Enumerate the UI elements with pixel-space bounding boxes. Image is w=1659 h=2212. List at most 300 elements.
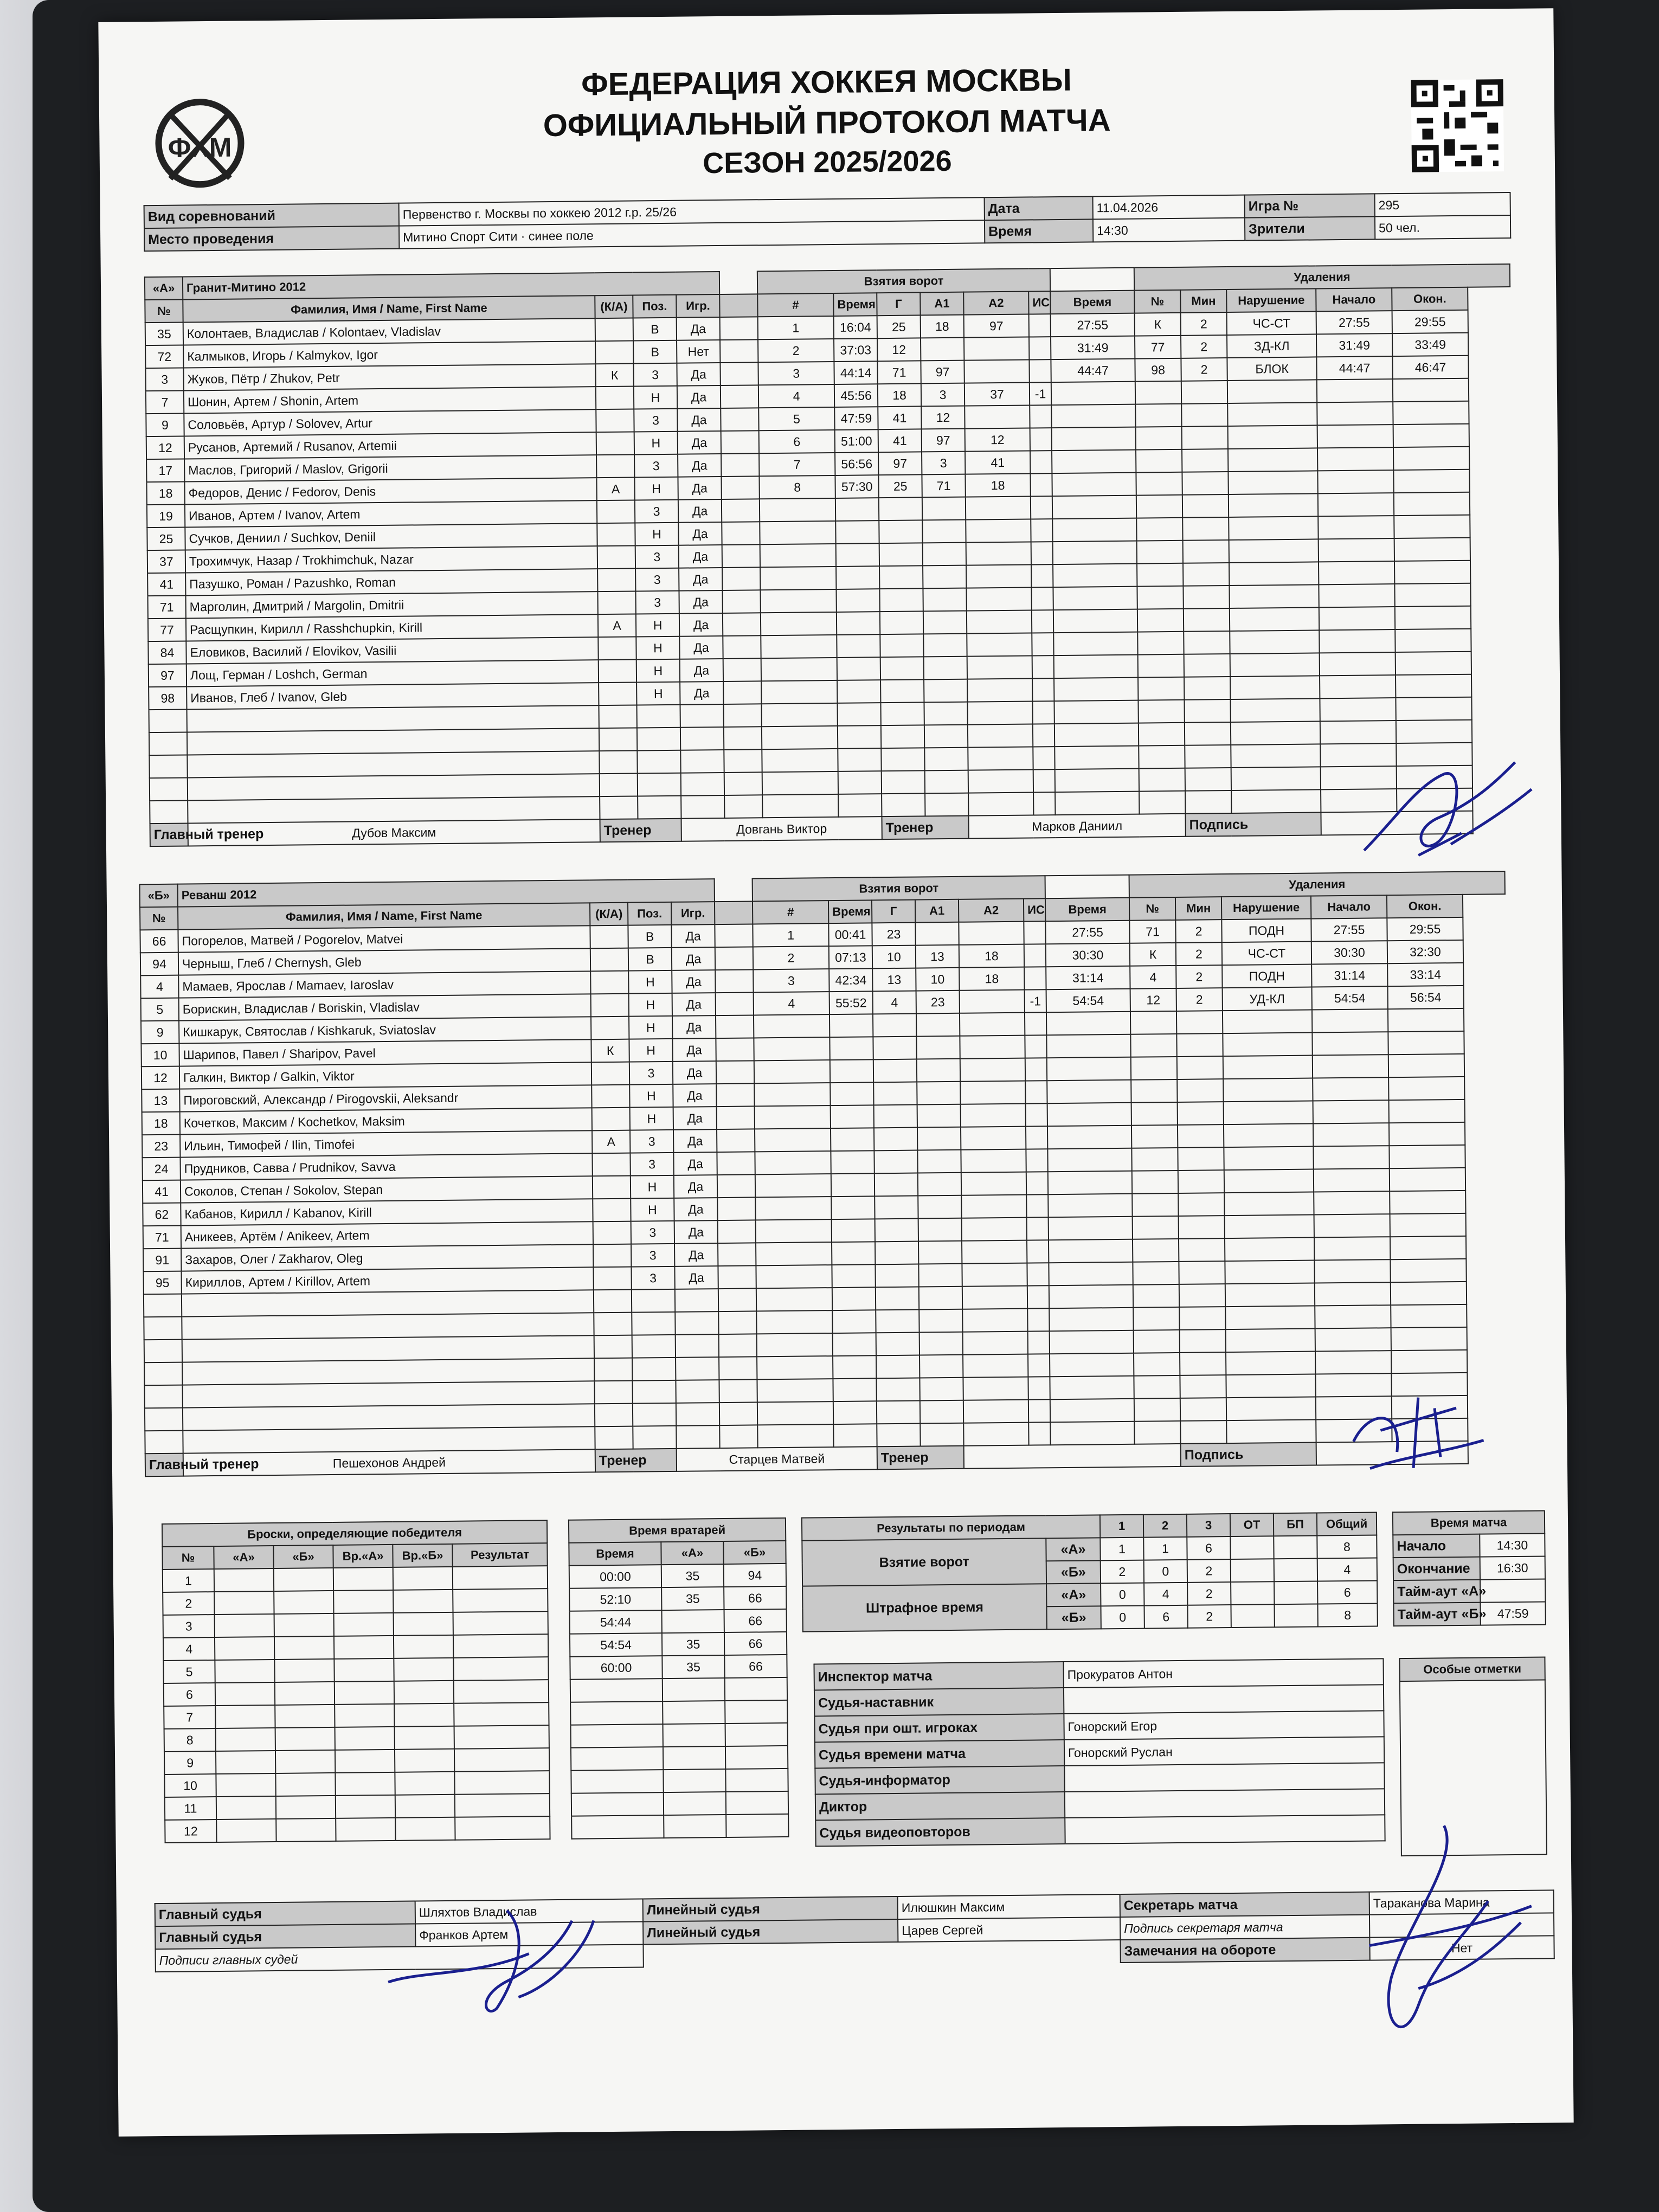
player-cell: 3: [635, 568, 679, 591]
penalty-cell: [1053, 632, 1137, 655]
penalty-cell: [1047, 1057, 1131, 1081]
goal-cell: [880, 657, 924, 680]
penalty-cell: [1315, 1328, 1391, 1351]
period-cell: [1231, 1604, 1274, 1628]
col-p_num: №: [1134, 290, 1180, 313]
goal-cell: [1031, 519, 1052, 542]
player-cell: В: [633, 318, 677, 341]
period-cell: 2: [1101, 1560, 1144, 1584]
goalie-cell: [663, 1746, 725, 1770]
penalty-cell: [1182, 426, 1228, 449]
penalty-cell: [1230, 653, 1320, 677]
penalty-cell: [1050, 1330, 1134, 1354]
player-cell: [188, 774, 600, 800]
coach-name-1: Старцев Матвей: [677, 1446, 877, 1471]
goal-cell: 97: [922, 429, 965, 452]
period-results-table: [801, 1512, 1378, 1632]
penalty-cell: ЗД-КЛ: [1227, 334, 1316, 358]
goal-cell: 1: [758, 316, 834, 339]
penalty-cell: [1049, 1239, 1133, 1263]
main-referee-2: Франков Артем: [415, 1921, 643, 1946]
venue-label: Место проведения: [144, 226, 399, 252]
penalty-cell: 33:14: [1387, 963, 1463, 986]
goal-cell: [837, 680, 880, 703]
goal-cell: [1031, 542, 1053, 564]
player-cell: [632, 1358, 676, 1381]
col-g_time: Время: [828, 900, 872, 923]
player-cell: Да: [672, 970, 715, 993]
goal-cell: [832, 1242, 875, 1265]
penalty-cell: 27:55: [1051, 313, 1135, 337]
period-title: Результаты по периодам: [802, 1515, 1100, 1540]
penalty-cell: [1137, 609, 1184, 632]
federation-title: ФЕДЕРАЦИЯ ХОККЕЯ МОСКВЫ: [581, 62, 1072, 102]
penalty-cell: [1179, 1261, 1225, 1284]
goal-cell: [837, 634, 880, 658]
match-info-table: [144, 192, 1512, 252]
season-title: СЕЗОН 2025/2026: [702, 144, 952, 180]
goal-cell: [831, 1150, 874, 1174]
goalie-cell: 35: [662, 1655, 724, 1679]
table-row: [165, 1793, 550, 1820]
goal-cell: [833, 1401, 877, 1424]
player-cell: Пироговский, Александр / Pirogovskii, Aleksandr: [179, 1085, 591, 1111]
penalty-cell: [1313, 1146, 1389, 1169]
goal-cell: [967, 678, 1032, 702]
penalty-cell: [1314, 1168, 1390, 1192]
penalty-cell: [1317, 379, 1393, 402]
player-cell: 3: [634, 409, 677, 432]
goal-cell: 51:00: [835, 429, 878, 453]
goal-cell: [962, 1286, 1027, 1309]
player-cell: [187, 728, 599, 755]
goal-cell: 12: [877, 338, 921, 361]
col-a2: А2: [963, 292, 1028, 315]
player-cell: [636, 705, 680, 728]
goal-cell: 97: [921, 361, 964, 384]
penalty-cell: [1313, 1054, 1388, 1078]
goal-cell: [879, 565, 923, 589]
col-name: Фамилия, Имя / Name, First Name: [183, 295, 595, 322]
table-row: [164, 1748, 549, 1774]
player-cell: [182, 1313, 594, 1339]
penalty-cell: [1133, 1262, 1179, 1285]
head-coach-name: Пешехонов Андрей: [183, 1449, 595, 1476]
goalie-cell: [663, 1769, 725, 1792]
period-cell: 2: [1187, 1582, 1231, 1605]
period-cell: [1274, 1604, 1317, 1628]
penalty-cell: [1389, 1145, 1465, 1168]
penalty-cell: [1052, 427, 1136, 451]
goal-cell: [962, 1218, 1027, 1241]
penalty-cell: [1393, 401, 1469, 425]
official-name: [1065, 1789, 1385, 1818]
player-cell: Да: [672, 993, 716, 1016]
main-referee-1: Шляхтов Владислав: [415, 1899, 643, 1924]
goal-cell: [880, 702, 924, 725]
player-cell: Черныш, Глеб / Chernysh, Gleb: [178, 948, 590, 975]
penalty-cell: [1053, 564, 1137, 587]
penalty-cell: [1226, 1329, 1315, 1353]
goal-cell: [879, 497, 922, 520]
player-cell: Пазушко, Роман / Pazushko, Roman: [185, 569, 597, 595]
goal-cell: [757, 1333, 833, 1356]
penalty-cell: [1312, 1009, 1388, 1032]
player-cell: [599, 682, 636, 705]
player-cell: 91: [143, 1249, 181, 1272]
penalty-cell: 29:55: [1387, 917, 1463, 941]
penalty-cell: [1228, 425, 1317, 449]
penalty-cell: [1226, 1397, 1316, 1421]
goal-cell: [918, 1195, 961, 1219]
period-cell: 6: [1144, 1605, 1187, 1629]
player-cell: [638, 773, 681, 796]
col-is: ИС: [1028, 291, 1050, 314]
special-notes-title: Особые отметки: [1399, 1657, 1545, 1681]
penalty-cell: [1231, 789, 1321, 813]
penalty-cell: [1393, 378, 1469, 402]
player-cell: Да: [674, 1175, 717, 1198]
penalty-cell: [1229, 584, 1319, 608]
player-cell: [676, 1357, 719, 1380]
player-cell: 5: [141, 998, 179, 1021]
goalie-cell: [571, 1792, 664, 1816]
player-cell: Калмыков, Игорь / Kalmykov, Igor: [183, 341, 595, 368]
penalty-cell: [1137, 541, 1183, 564]
player-cell: Мамаев, Ярослав / Mamaev, Iaroslav: [178, 971, 590, 998]
goal-cell: [1029, 359, 1051, 382]
goal-cell: [962, 1240, 1027, 1264]
penalty-cell: [1182, 517, 1229, 541]
penalty-cell: [1318, 516, 1394, 539]
penalty-cell: [1396, 674, 1471, 698]
penalty-cell: [1315, 1351, 1391, 1374]
player-cell: 19: [147, 504, 185, 528]
penalty-cell: [1391, 1304, 1467, 1328]
penalty-cell: [1313, 1123, 1389, 1146]
sign-label: Подпись: [1181, 1443, 1316, 1467]
period-cell: 0: [1144, 1560, 1187, 1583]
penalty-cell: [1055, 769, 1139, 792]
goal-cell: [923, 588, 966, 612]
goal-cell: [876, 1310, 919, 1333]
goal-cell: 37:03: [834, 338, 877, 362]
penalty-cell: [1135, 404, 1181, 427]
goal-cell: [925, 793, 968, 816]
penalty-cell: [1229, 516, 1318, 540]
coach-label-1: Тренер: [595, 1449, 677, 1472]
goal-cell: 97: [964, 314, 1029, 338]
goalie-col: «Б»: [723, 1541, 786, 1564]
head-coach-label: Главный тренер: [150, 823, 188, 846]
penalty-cell: [1388, 1008, 1464, 1032]
team-b-tag: «Б»: [1046, 1606, 1101, 1629]
goal-cell: [915, 922, 959, 946]
goal-cell: [880, 679, 924, 703]
col-pos: Поз.: [628, 902, 671, 925]
goal-cell: [876, 1287, 919, 1310]
goal-cell: [963, 1400, 1028, 1423]
goal-cell: 23: [872, 923, 915, 946]
table-row: [569, 1564, 786, 1589]
goal-cell: [1032, 678, 1054, 701]
goal-cell: [877, 1401, 920, 1424]
penalty-cell: [1317, 447, 1393, 471]
penalty-cell: [1394, 492, 1470, 516]
col-g: Г: [872, 900, 915, 923]
period-cell: [1274, 1581, 1317, 1605]
goal-cell: [1025, 1012, 1046, 1035]
goal-cell: [831, 1128, 874, 1151]
player-cell: Да: [673, 1107, 717, 1130]
player-cell: 3: [631, 1244, 674, 1267]
penalty-cell: [1050, 1422, 1134, 1445]
goal-cell: [756, 1265, 832, 1288]
penalty-cell: [1180, 1375, 1226, 1398]
linesman-label-2: Линейный судья: [643, 1919, 898, 1945]
penalty-cell: 54:54: [1046, 989, 1130, 1012]
player-cell: 25: [147, 527, 185, 550]
goal-cell: [960, 1058, 1025, 1082]
goal-cell: [760, 589, 836, 613]
goal-cell: 71: [877, 361, 921, 384]
goal-cell: [880, 611, 923, 634]
period-cell: [1274, 1536, 1317, 1559]
official-role: Судья при ошт. игроках: [814, 1714, 1064, 1742]
goal-cell: [877, 1424, 920, 1447]
goal-cell: [963, 1354, 1028, 1378]
goal-cell: [923, 634, 967, 657]
player-cell: [150, 777, 188, 801]
col-g: Г: [877, 292, 920, 316]
penalty-cell: [1184, 654, 1230, 677]
penalty-cell: [1179, 1238, 1225, 1262]
player-cell: Да: [678, 431, 721, 454]
penalty-cell: [1393, 470, 1469, 493]
col-num: №: [145, 299, 183, 323]
teamA-roster-table: [144, 263, 1516, 847]
goal-cell: [917, 1150, 961, 1173]
player-cell: [182, 1335, 594, 1362]
goal-cell: [1032, 655, 1054, 678]
penalty-cell: [1178, 1147, 1224, 1171]
table-row: [570, 1655, 787, 1680]
table-row: [163, 1634, 548, 1661]
match-time-value: [1480, 1579, 1545, 1602]
team-b-tag: «Б»: [1046, 1560, 1101, 1584]
penalty-cell: [1396, 697, 1471, 721]
penalty-cell: [1184, 677, 1230, 700]
goalie-cell: [663, 1678, 725, 1701]
goal-cell: [835, 498, 879, 521]
player-cell: 84: [148, 641, 186, 664]
goal-cell: 41: [878, 406, 921, 429]
period-cell: [1231, 1559, 1274, 1582]
penalty-cell: [1224, 1192, 1314, 1216]
goal-cell: 41: [965, 451, 1030, 474]
player-cell: [599, 705, 636, 728]
player-cell: [594, 1313, 632, 1336]
official-role: Инспектор матча: [814, 1662, 1063, 1690]
penalty-cell: [1050, 1376, 1134, 1399]
goal-cell: [1031, 564, 1053, 587]
penalty-cell: [1184, 608, 1230, 632]
penalty-cell: 71: [1129, 920, 1175, 943]
goal-cell: [1027, 1285, 1049, 1308]
player-cell: 9: [146, 413, 184, 436]
goal-cell: [1028, 1399, 1050, 1422]
goal-cell: [1033, 747, 1054, 769]
goal-cell: [968, 724, 1033, 747]
game-number-value: 295: [1374, 192, 1510, 216]
goal-cell: [833, 1378, 876, 1401]
goal-cell: [961, 1172, 1026, 1195]
penalty-cell: 44:47: [1051, 359, 1135, 382]
player-cell: Да: [674, 1220, 718, 1244]
penalty-cell: 30:30: [1046, 943, 1130, 967]
player-cell: [681, 773, 724, 796]
goalie-cell: [726, 1814, 788, 1837]
player-cell: [144, 1362, 182, 1386]
time-label: Время: [985, 219, 1093, 243]
penalty-cell: [1320, 698, 1396, 721]
team-b-section: [139, 871, 1522, 1502]
table-row: [163, 1611, 548, 1638]
penalty-cell: 77: [1135, 336, 1181, 359]
time-value: 14:30: [1093, 218, 1245, 242]
penalty-cell: 44:47: [1316, 356, 1392, 380]
goalie-cell: 66: [724, 1655, 787, 1678]
goalie-cell: 35: [662, 1632, 724, 1656]
penalty-cell: [1180, 1329, 1226, 1353]
goalie-cell: 54:54: [570, 1633, 662, 1657]
penalty-cell: [1319, 607, 1395, 630]
match-time-value: 47:59: [1480, 1602, 1545, 1625]
goal-cell: [964, 406, 1030, 429]
penalty-cell: [1177, 1079, 1223, 1102]
goal-cell: [1033, 792, 1055, 815]
penalty-cell: [1046, 1012, 1130, 1035]
penalty-cell: [1133, 1307, 1179, 1330]
penalty-cell: [1225, 1306, 1315, 1330]
referee-signature: [365, 1887, 659, 2031]
goalie-time-table: [568, 1517, 789, 1840]
penalty-cell: [1224, 1147, 1313, 1171]
goal-cell: [873, 1014, 916, 1037]
penalty-cell: [1389, 1122, 1465, 1146]
player-cell: Да: [679, 613, 723, 636]
penalty-cell: [1053, 609, 1137, 633]
player-cell: [145, 1408, 183, 1431]
goal-cell: 57:30: [835, 475, 878, 498]
goal-cell: [838, 748, 881, 771]
player-cell: А: [596, 478, 634, 501]
goal-cell: [924, 725, 968, 748]
penalty-cell: 2: [1181, 335, 1227, 358]
player-cell: Да: [672, 1038, 716, 1062]
shootout-num: 9: [164, 1751, 216, 1774]
goal-cell: [1025, 1058, 1047, 1081]
goal-cell: -1: [1025, 989, 1046, 1012]
penalty-cell: [1180, 1420, 1226, 1444]
player-cell: Да: [673, 1152, 717, 1175]
goalie-cell: [725, 1677, 787, 1701]
penalty-cell: [1179, 1284, 1225, 1307]
player-cell: [591, 1017, 629, 1040]
player-cell: [676, 1334, 719, 1358]
goal-cell: [1032, 633, 1053, 655]
goal-cell: [1026, 1103, 1047, 1126]
col-a2: А2: [959, 899, 1024, 922]
goal-cell: [757, 1356, 833, 1379]
penalty-cell: [1226, 1420, 1316, 1444]
player-cell: [680, 727, 724, 750]
goal-cell: [924, 679, 967, 703]
goal-cell: [967, 633, 1032, 656]
penalty-cell: [1315, 1305, 1391, 1328]
player-cell: [597, 523, 635, 546]
penalty-cell: [1139, 745, 1185, 769]
goalie-col: Время: [569, 1542, 661, 1566]
player-cell: 3: [630, 1130, 673, 1153]
goalie-cell: 00:00: [569, 1565, 661, 1589]
goal-cell: [761, 635, 837, 658]
penalty-cell: [1183, 540, 1229, 563]
penalty-cell: [1182, 494, 1229, 518]
secretary-sign-note: Подпись секретаря матча: [1120, 1915, 1369, 1940]
player-cell: Расщупкин, Кирилл / Rasshchupkin, Kirill: [186, 614, 598, 641]
competition-label: Вид соревнований: [144, 203, 399, 229]
penalty-cell: 31:14: [1046, 966, 1130, 989]
player-cell: Галкин, Виктор / Galkin, Viktor: [179, 1062, 591, 1089]
penalty-cell: [1388, 1031, 1464, 1054]
goal-cell: 07:13: [829, 946, 872, 969]
col-p_start: Начало: [1316, 288, 1392, 311]
penalty-cell: ПОДН: [1222, 964, 1311, 988]
goal-cell: 56:56: [835, 452, 878, 475]
col-p_time: Время: [1045, 898, 1129, 921]
player-cell: 12: [146, 436, 184, 459]
player-cell: [182, 1290, 594, 1316]
penalty-cell: [1314, 1237, 1390, 1260]
official-role: Судья-наставник: [814, 1688, 1064, 1716]
goal-cell: [762, 726, 838, 749]
penalty-cell: [1131, 1057, 1177, 1080]
player-cell: Да: [680, 659, 723, 682]
penalty-cell: [1314, 1191, 1390, 1214]
goal-cell: 18: [959, 944, 1024, 968]
goal-cell: [967, 610, 1032, 633]
goal-cell: [756, 1310, 832, 1334]
goal-cell: [966, 542, 1031, 565]
penalty-cell: 46:47: [1392, 356, 1468, 379]
goal-cell: 16:04: [834, 316, 877, 339]
player-cell: [638, 796, 681, 819]
player-cell: Н: [636, 682, 680, 705]
official-role: Судья видеоповторов: [815, 1818, 1065, 1846]
period-cell: 6: [1187, 1536, 1230, 1560]
goal-cell: [1030, 473, 1052, 496]
goal-cell: [917, 1082, 960, 1105]
goal-cell: [754, 1060, 830, 1083]
goal-cell: [966, 587, 1031, 610]
shootout-table: [162, 1520, 551, 1843]
player-cell: Н: [636, 614, 679, 637]
penalty-cell: [1390, 1168, 1465, 1191]
penalty-cell: [1320, 652, 1396, 676]
shootout-num: 12: [165, 1819, 216, 1843]
penalty-cell: [1224, 1101, 1313, 1125]
